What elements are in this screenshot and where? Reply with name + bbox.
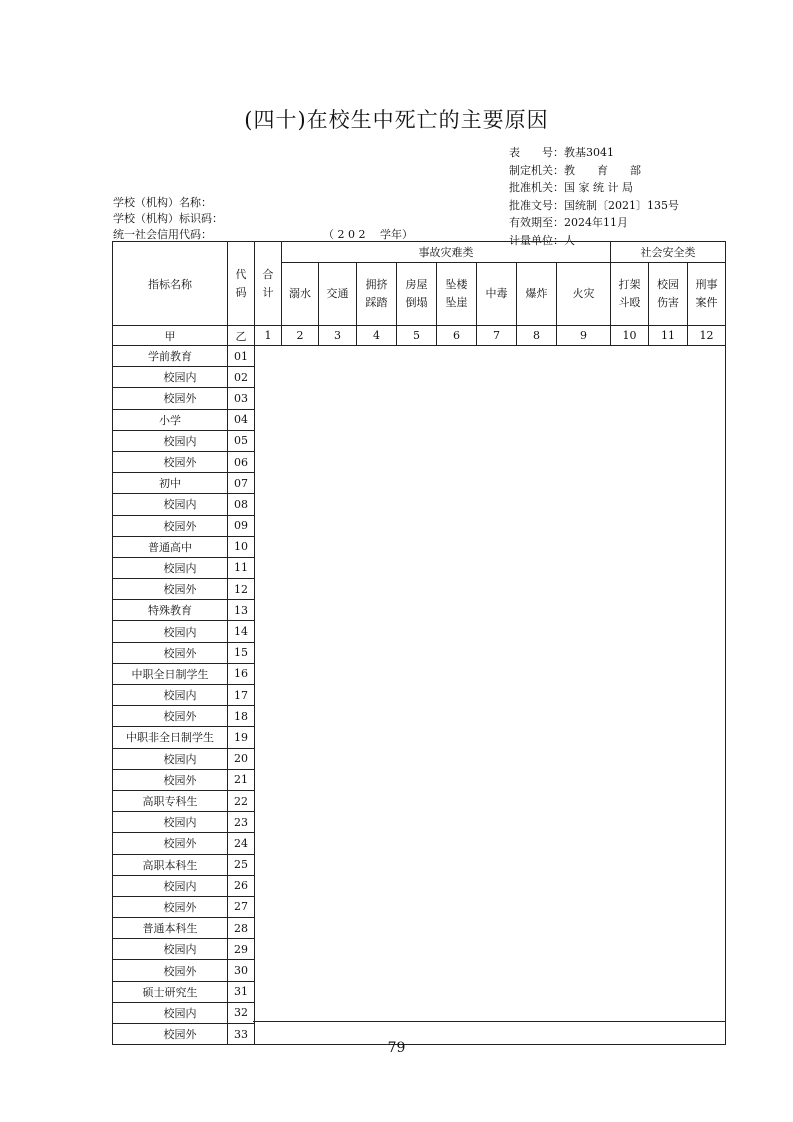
row-label: 小学: [113, 409, 228, 430]
row-label: 校园外: [113, 642, 228, 663]
row-code: 23: [228, 812, 255, 833]
row-label: 校园外: [113, 706, 228, 727]
column-number-cell: 5: [397, 326, 437, 346]
column-number-cell: 乙: [228, 326, 255, 346]
form-meta-left: [113, 195, 223, 243]
row-code: 12: [228, 579, 255, 600]
column-number-cell: 3: [319, 326, 357, 346]
header-index-name: 指标名称: [113, 242, 228, 326]
row-label: 校园内: [113, 621, 228, 642]
header-accident-8: 火灾: [557, 263, 611, 326]
column-number-cell: 甲: [113, 326, 228, 346]
row-label: 硕士研究生: [113, 981, 228, 1002]
cause-of-death-table: [112, 241, 726, 1045]
column-number-cell: 12: [688, 326, 726, 346]
row-code: 24: [228, 833, 255, 854]
header-accident-7: 爆炸: [517, 263, 557, 326]
header-social-3: 刑事 案件: [688, 263, 726, 326]
valid-until: 有效期至：2024年11月: [509, 216, 628, 230]
header-accident-2: 交通: [319, 263, 357, 326]
row-label: 校园外: [113, 1024, 228, 1045]
row-label: 校园外: [113, 451, 228, 472]
column-number-cell: 7: [477, 326, 517, 346]
row-label: 校园外: [113, 769, 228, 790]
header-accident-3: 拥挤 踩踏: [357, 263, 397, 326]
row-label: 普通高中: [113, 536, 228, 557]
table-bottom-rule: [253, 1021, 725, 1022]
header-accident-5: 坠楼 坠崖: [437, 263, 477, 326]
row-label: 校园内: [113, 812, 228, 833]
approving-authority: 批准机关：国 家 统 计 局: [509, 181, 633, 195]
row-code: 13: [228, 600, 255, 621]
header-accident-1: 溺水: [282, 263, 319, 326]
row-code: 31: [228, 981, 255, 1002]
unit-of-measure: 计量单位：人: [509, 233, 575, 247]
row-label: 校园内: [113, 939, 228, 960]
row-code: 04: [228, 409, 255, 430]
column-number-cell: 2: [282, 326, 319, 346]
row-label: 校园内: [113, 557, 228, 578]
row-label: 普通本科生: [113, 918, 228, 939]
row-label: 校园外: [113, 896, 228, 917]
row-code: 33: [228, 1024, 255, 1045]
row-code: 20: [228, 748, 255, 769]
column-number-cell: 10: [611, 326, 649, 346]
row-label: 校园内: [113, 685, 228, 706]
row-code: 02: [228, 367, 255, 388]
row-label: 高职专科生: [113, 790, 228, 811]
table-body: [113, 326, 726, 1045]
column-number-cell: 9: [557, 326, 611, 346]
row-code: 14: [228, 621, 255, 642]
row-code: 30: [228, 960, 255, 981]
row-code: 21: [228, 769, 255, 790]
row-code: 15: [228, 642, 255, 663]
table-header: [113, 242, 726, 326]
form-title: (四十)在校生中死亡的主要原因: [244, 108, 549, 132]
row-code: 22: [228, 790, 255, 811]
column-number-cell: 4: [357, 326, 397, 346]
row-code: 05: [228, 430, 255, 451]
row-label: 校园外: [113, 833, 228, 854]
row-label: 初中: [113, 473, 228, 494]
row-code: 09: [228, 515, 255, 536]
row-label: 校园内: [113, 1002, 228, 1023]
column-number-row: [113, 326, 726, 346]
row-code: 08: [228, 494, 255, 515]
credit-code-label: 统一社会信用代码：: [113, 228, 212, 241]
row-code: 29: [228, 939, 255, 960]
row-code: 18: [228, 706, 255, 727]
column-number-cell: 8: [517, 326, 557, 346]
row-code: 07: [228, 473, 255, 494]
row-label: 中职非全日制学生: [113, 727, 228, 748]
school-year-label: （ 2 0 2 学年）: [323, 228, 413, 241]
row-label: 校园内: [113, 875, 228, 896]
header-total: 合 计: [255, 242, 282, 326]
row-code: 17: [228, 685, 255, 706]
row-label: 特殊教育: [113, 600, 228, 621]
row-label: 校园内: [113, 748, 228, 769]
column-number-cell: 11: [649, 326, 688, 346]
column-number-cell: 1: [255, 326, 282, 346]
row-code: 27: [228, 896, 255, 917]
header-group-accident: 事故灾难类: [282, 242, 611, 263]
row-label: 校园内: [113, 367, 228, 388]
form-meta-right: [509, 144, 679, 250]
page-number: 79: [387, 1040, 406, 1056]
row-code: 06: [228, 451, 255, 472]
row-label: 校园外: [113, 388, 228, 409]
row-label: 校园内: [113, 430, 228, 451]
header-code: 代 码: [228, 242, 255, 326]
row-code: 11: [228, 557, 255, 578]
school-id-label: 学校（机构）标识码：: [113, 212, 223, 225]
row-code: 25: [228, 854, 255, 875]
school-name-label: 学校（机构）名称：: [113, 196, 212, 209]
issuing-authority: 制定机关：教 育 部: [509, 163, 641, 177]
row-label: 学前教育: [113, 346, 228, 367]
header-social-1: 打架 斗殴: [611, 263, 649, 326]
row-code: 26: [228, 875, 255, 896]
row-code: 10: [228, 536, 255, 557]
header-accident-6: 中毒: [477, 263, 517, 326]
form-number: 表 号：教基3041: [509, 146, 614, 159]
row-label: 校园内: [113, 494, 228, 515]
header-social-2: 校园 伤害: [649, 263, 688, 326]
row-code: 28: [228, 918, 255, 939]
row-code: 32: [228, 1002, 255, 1023]
row-code: 19: [228, 727, 255, 748]
data-entry-area[interactable]: [255, 346, 726, 1045]
row-code: 01: [228, 346, 255, 367]
approval-number: 批准文号：国统制〔2021〕135号: [509, 198, 679, 212]
row-label: 校园外: [113, 579, 228, 600]
row-code: 16: [228, 663, 255, 684]
row-label: 校园外: [113, 960, 228, 981]
header-group-social: 社会安全类: [611, 242, 726, 263]
table-row: [113, 346, 726, 367]
row-label: 校园外: [113, 515, 228, 536]
header-accident-4: 房屋 倒塌: [397, 263, 437, 326]
column-number-cell: 6: [437, 326, 477, 346]
row-label: 中职全日制学生: [113, 663, 228, 684]
row-code: 03: [228, 388, 255, 409]
row-label: 高职本科生: [113, 854, 228, 875]
